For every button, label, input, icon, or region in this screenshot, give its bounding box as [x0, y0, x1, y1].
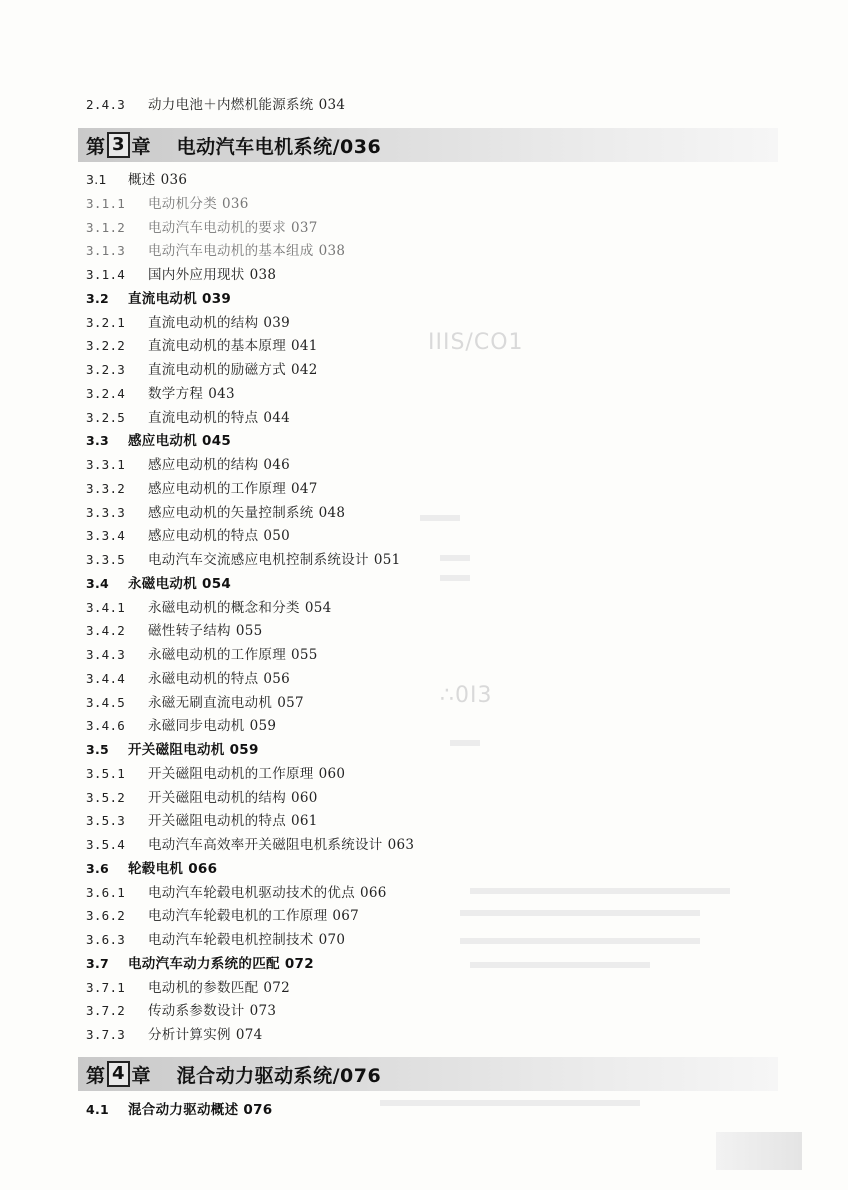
bleed-through-mark	[450, 740, 480, 746]
entry-number: 3.3.2	[86, 480, 126, 496]
entry-number: 3.1.3	[86, 243, 126, 259]
chapter-heading[interactable]	[78, 1057, 778, 1091]
toc-entry[interactable]	[86, 217, 318, 239]
entry-number: 3.2.4	[86, 385, 126, 401]
chapter-title: 混合动力驱动系统/076	[176, 1064, 382, 1087]
entry-page: 061	[291, 813, 318, 830]
entry-title: 电动汽车电动机的要求	[148, 219, 286, 236]
toc-entry[interactable]	[86, 264, 276, 286]
entry-title: 直流电动机	[128, 290, 197, 307]
entry-number: 3.6.1	[86, 884, 126, 900]
entry-number: 3.1.4	[86, 267, 126, 282]
toc-entry[interactable]	[86, 312, 290, 334]
entry-number: 3.6.2	[86, 908, 126, 924]
toc-section-entry[interactable]	[86, 858, 217, 880]
entry-title: 电动汽车动力系统的匹配	[128, 955, 280, 972]
entry-title: 感应电动机的工作原理	[148, 480, 286, 497]
toc-entry[interactable]	[86, 882, 387, 904]
entry-title: 电动机分类	[148, 195, 217, 212]
entry-page: 076	[243, 1102, 273, 1118]
entry-number: 3.6	[86, 860, 110, 876]
toc-entry[interactable]	[86, 597, 331, 619]
toc-entry[interactable]	[86, 193, 249, 215]
entry-number: 3.4	[86, 575, 110, 591]
entry-page: 067	[332, 908, 360, 925]
entry-number: 3.4.1	[86, 599, 126, 615]
toc-section-entry[interactable]	[86, 430, 231, 452]
chapter-prefix: 第	[86, 135, 106, 158]
entry-number: 4.1	[86, 1102, 110, 1117]
entry-number: 3.2	[86, 290, 110, 306]
bleed-through-mark	[460, 938, 700, 944]
toc-entry[interactable]	[86, 407, 290, 429]
bleed-through-mark	[470, 888, 730, 894]
entry-page: 039	[263, 314, 291, 331]
toc-entry[interactable]	[86, 834, 414, 856]
toc-section-entry[interactable]	[86, 953, 314, 975]
entry-number: 3.1.1	[86, 195, 126, 211]
entry-page: 038	[318, 243, 346, 260]
toc-section-entry[interactable]	[86, 288, 231, 310]
entry-number: 3.4.5	[86, 694, 126, 710]
entry-number: 3.7.2	[86, 1003, 126, 1019]
toc-entry[interactable]	[86, 929, 345, 951]
chapter-suffix: 章	[131, 135, 151, 158]
toc-entry[interactable]	[86, 525, 290, 547]
entry-page: 059	[229, 742, 259, 758]
entry-page: 036	[222, 195, 249, 212]
entry-page: 051	[373, 552, 401, 568]
entry-title: 轮毂电机	[128, 860, 184, 877]
toc-entry[interactable]	[86, 810, 318, 832]
bleed-through-mark	[420, 515, 460, 521]
entry-title: 开关磁阻电动机的工作原理	[148, 765, 314, 782]
bleed-through-mark	[470, 962, 650, 968]
bleed-through-mark	[380, 1100, 640, 1106]
entry-title: 概述	[128, 172, 156, 188]
entry-page: 043	[208, 385, 235, 402]
toc-entry[interactable]	[86, 1024, 262, 1046]
entry-page: 039	[202, 290, 232, 307]
entry-page: 055	[235, 623, 263, 640]
entry-title: 永磁电动机	[128, 575, 197, 592]
entry-page: 038	[249, 267, 277, 283]
entry-page: 048	[318, 504, 346, 521]
entry-page: 044	[263, 409, 291, 426]
entry-number: 3.5.4	[86, 837, 126, 852]
bleed-through-mark: ∴0I3	[440, 683, 493, 708]
entry-number: 2.4.3	[86, 97, 126, 112]
toc-entry[interactable]	[86, 549, 400, 571]
entry-number: 3.5.1	[86, 765, 126, 781]
entry-page: 036	[160, 172, 188, 188]
entry-number: 3.4.3	[86, 647, 126, 662]
toc-entry[interactable]	[86, 240, 345, 262]
toc-entry[interactable]	[86, 668, 290, 690]
toc-entry[interactable]	[86, 478, 318, 500]
toc-entry[interactable]	[86, 1000, 276, 1022]
entry-page: 042	[291, 362, 318, 378]
entry-number: 3.4.6	[86, 718, 126, 734]
toc-entry[interactable]	[86, 692, 304, 714]
entry-page: 034	[318, 97, 346, 113]
chapter-prefix: 第	[86, 1064, 106, 1087]
entry-title: 直流电动机的特点	[148, 409, 259, 426]
entry-number: 3.2.5	[86, 409, 126, 425]
entry-number: 3.1.2	[86, 219, 126, 235]
entry-title: 电动汽车电动机的基本组成	[148, 243, 314, 260]
entry-title: 感应电动机	[128, 433, 197, 450]
entry-page: 054	[202, 575, 232, 592]
toc-entry[interactable]	[86, 977, 290, 999]
bleed-through-mark	[440, 575, 470, 581]
entry-title: 电动汽车轮毂电机的工作原理	[148, 908, 328, 925]
entry-title: 电动汽车轮毂电机驱动技术的优点	[148, 884, 355, 901]
entry-page: 057	[277, 694, 304, 711]
toc-entry[interactable]	[86, 383, 235, 405]
toc-entry[interactable]	[86, 905, 359, 927]
toc-section-entry[interactable]	[86, 1099, 273, 1121]
entry-number: 3.3	[86, 433, 110, 449]
chapter-number: 4	[107, 1061, 130, 1087]
bleed-through-mark	[440, 555, 470, 561]
entry-number: 3.6.3	[86, 932, 126, 947]
entry-number: 3.5.3	[86, 813, 126, 829]
entry-title: 感应电动机的矢量控制系统	[148, 504, 314, 521]
entry-title: 国内外应用现状	[148, 267, 245, 283]
toc-entry[interactable]	[86, 715, 276, 737]
entry-page: 054	[304, 599, 332, 616]
entry-number: 3.2.3	[86, 362, 126, 377]
entry-number: 3.2.1	[86, 314, 126, 330]
entry-page: 041	[291, 338, 318, 355]
entry-page: 059	[249, 718, 277, 735]
toc-entry[interactable]	[86, 644, 318, 666]
chapter-suffix: 章	[131, 1064, 151, 1087]
entry-title: 直流电动机的基本原理	[148, 338, 286, 355]
entry-title: 永磁无刷直流电动机	[148, 694, 273, 711]
entry-page: 070	[318, 932, 346, 948]
entry-title: 开关磁阻电动机的特点	[148, 813, 286, 830]
entry-title: 电动机的参数匹配	[148, 979, 259, 996]
entry-number: 3.2.2	[86, 338, 126, 354]
entry-page: 066	[360, 884, 387, 901]
entry-page: 072	[263, 979, 291, 996]
entry-page: 047	[291, 480, 318, 497]
entry-page: 046	[263, 457, 291, 473]
toc-entry[interactable]	[86, 787, 318, 809]
toc-entry[interactable]	[86, 763, 345, 785]
bleed-through-mark: IIIS/CO1	[428, 330, 524, 355]
entry-title: 开关磁阻电动机	[128, 742, 225, 758]
entry-page: 063	[387, 837, 415, 853]
entry-title: 电动汽车交流感应电机控制系统设计	[148, 552, 369, 568]
toc-section-entry[interactable]	[86, 169, 187, 191]
entry-number: 3.7.1	[86, 979, 126, 995]
toc-entry[interactable]	[86, 94, 345, 116]
entry-number: 3.5	[86, 742, 110, 757]
chapter-heading[interactable]	[78, 128, 778, 162]
entry-title: 电动汽车轮毂电机控制技术	[148, 932, 314, 948]
entry-title: 电动汽车高效率开关磁阻电机系统设计	[148, 837, 383, 853]
entry-page: 056	[263, 670, 291, 687]
bleed-through-mark	[716, 1132, 802, 1170]
entry-number: 3.3.1	[86, 457, 126, 472]
entry-page: 045	[202, 433, 232, 450]
entry-title: 传动系参数设计	[148, 1003, 245, 1020]
entry-number: 3.3.3	[86, 504, 126, 520]
entry-number: 3.7	[86, 955, 110, 971]
entry-title: 混合动力驱动概述	[128, 1102, 239, 1118]
entry-number: 3.3.5	[86, 552, 126, 567]
entry-page: 074	[235, 1027, 263, 1043]
entry-page: 073	[249, 1003, 277, 1020]
entry-title: 感应电动机的特点	[148, 528, 259, 545]
entry-page: 037	[291, 219, 318, 236]
entry-title: 磁性转子结构	[148, 623, 231, 640]
toc-entry[interactable]	[86, 502, 345, 524]
entry-number: 3.4.4	[86, 670, 126, 686]
toc-section-entry[interactable]	[86, 739, 259, 761]
entry-title: 直流电动机的结构	[148, 314, 259, 331]
entry-title: 永磁同步电动机	[148, 718, 245, 735]
entry-title: 数学方程	[148, 385, 204, 402]
toc-entry[interactable]	[86, 620, 262, 642]
entry-title: 动力电池＋内燃机能源系统	[148, 97, 314, 113]
entry-title: 开关磁阻电动机的结构	[148, 789, 286, 806]
entry-title: 感应电动机的结构	[148, 457, 259, 473]
toc-entry[interactable]	[86, 335, 318, 357]
toc-entry[interactable]	[86, 454, 290, 476]
toc-section-entry[interactable]	[86, 573, 231, 595]
entry-page: 060	[318, 765, 346, 782]
entry-page: 066	[188, 860, 218, 877]
entry-number: 3.5.2	[86, 789, 126, 805]
entry-page: 060	[291, 789, 318, 806]
entry-page: 055	[291, 647, 318, 663]
chapter-title: 电动汽车电机系统/036	[176, 135, 382, 158]
entry-title: 直流电动机的励磁方式	[148, 362, 286, 378]
entry-number: 3.1	[86, 172, 107, 187]
entry-title: 永磁电动机的概念和分类	[148, 599, 300, 616]
entry-page: 072	[284, 955, 314, 972]
chapter-number: 3	[107, 132, 130, 158]
entry-title: 永磁电动机的特点	[148, 670, 259, 687]
entry-number: 3.4.2	[86, 623, 126, 639]
bleed-through-mark	[460, 910, 700, 916]
toc-entry[interactable]	[86, 359, 318, 381]
entry-number: 3.7.3	[86, 1027, 126, 1042]
entry-number: 3.3.4	[86, 528, 126, 544]
entry-page: 050	[263, 528, 291, 545]
entry-title: 永磁电动机的工作原理	[148, 647, 286, 663]
entry-title: 分析计算实例	[148, 1027, 231, 1043]
